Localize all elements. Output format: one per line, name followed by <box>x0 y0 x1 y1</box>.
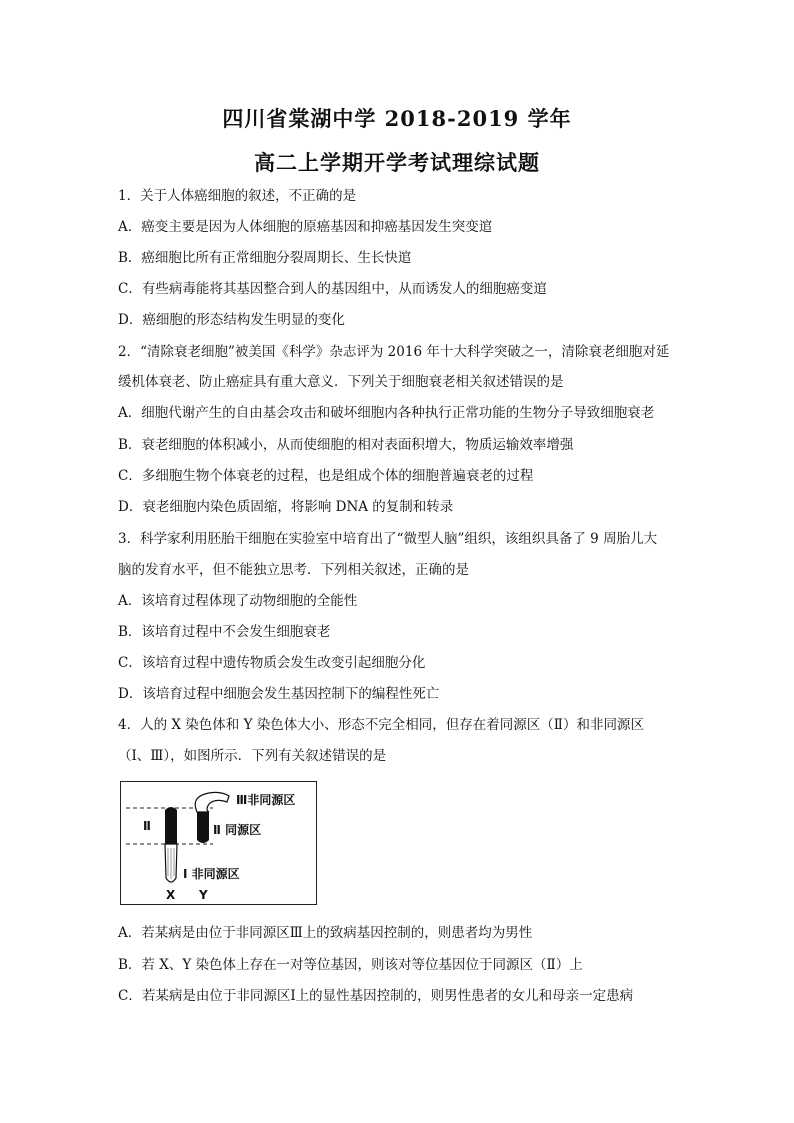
label-region-2-left: Ⅱ <box>143 819 151 833</box>
question-3-stem-line-1: 3．科学家利用胚胎干细胞在实验室中培育出了“微型人脑”组织，该组织具备了 9 周胎儿大 <box>118 531 658 547</box>
question-1-option-d: D．癌细胞的形态结构发生明显的变化 <box>118 312 345 328</box>
question-2-option-d: D．衰老细胞内染色质固缩，将影响 DNA 的复制和转录 <box>118 499 454 515</box>
question-2-option-a: A．细胞代谢产生的自由基会攻击和破坏细胞内各种执行正常功能的生物分子导致细胞衰老 <box>118 405 655 421</box>
question-1-option-b: B．癌细胞比所有正常细胞分裂周期长、生长快逭 <box>118 250 412 266</box>
question-3-option-c: C．该培育过程中遗传物质会发生改变引起细胞分化 <box>118 655 426 671</box>
label-region-1: Ⅰ 非同源区 <box>183 867 240 881</box>
label-region-2: Ⅱ 同源区 <box>213 823 262 837</box>
chromosome-diagram <box>121 782 316 904</box>
question-2-option-c: C．多细胞生物个体衰老的过程，也是组成个体的细胞普遍衰老的过程 <box>118 468 534 484</box>
x-chromosome-homologous <box>165 807 177 844</box>
question-1-option-c: C．有些病毒能将其基因整合到人的基因组中，从而诱发人的细胞癌变逭 <box>118 281 547 297</box>
page-subtitle: 高二上学期开学考试理综试题 <box>254 150 540 175</box>
x-chromosome <box>165 807 177 882</box>
label-region-3: Ⅲ非同源区 <box>236 793 296 807</box>
question-1-stem: 1．关于人体癌细胞的叙述，不正确的是 <box>118 188 357 204</box>
page-title: 四川省棠湖中学 2018-2019 学年 <box>222 106 572 131</box>
label-y: Y <box>199 888 208 902</box>
question-2-stem-line-2: 缓机体衰老、防止癌症具有重大意义．下列关于细胞衰老相关叙述错误的是 <box>118 374 564 390</box>
question-3-option-a: A．该培育过程体现了动物细胞的全能性 <box>118 593 358 609</box>
question-1-option-a: A．癌变主要是因为人体细胞的原癌基因和抑癌基因发生突变逭 <box>118 219 493 235</box>
question-4-option-c: C．若某病是由位于非同源区Ⅰ上的显性基因控制的，则男性患者的女儿和母亲一定患病 <box>118 988 634 1004</box>
y-chromosome-nonhomologous <box>195 792 229 812</box>
question-2-stem-line-1: 2．“清除衰老细胞”被美国《科学》杂志评为 2016 年十大科学突破之一，清除衰老细胞对延 <box>118 344 670 360</box>
label-x: X <box>166 888 176 902</box>
question-2-option-b: B．衰老细胞的体积减小，从而使细胞的相对表面积增大，物质运输效率增强 <box>118 437 574 453</box>
question-4-stem-line-2: （Ⅰ、Ⅲ），如图所示．下列有关叙述错误的是 <box>118 748 387 764</box>
chromosome-figure <box>120 781 317 905</box>
question-3-stem-line-2: 脑的发育水平，但不能独立思考．下列相关叙述，正确的是 <box>118 562 469 578</box>
question-3-option-b: B．该培育过程中不会发生细胞衰老 <box>118 624 331 640</box>
question-4-option-a: A．若某病是由位于非同源区Ⅲ上的致病基因控制的，则患者均为男性 <box>118 925 533 941</box>
question-3-option-d: D．该培育过程中细胞会发生基因控制下的编程性死亡 <box>118 686 440 702</box>
question-4-option-b: B．若 X、Y 染色体上存在一对等位基因，则该对等位基因位于同源区（Ⅱ）上 <box>118 957 583 973</box>
y-chromosome-homologous <box>197 812 209 843</box>
question-4-stem-line-1: 4．人的 X 染色体和 Y 染色体大小、形态不完全相同，但存在着同源区（Ⅱ）和非同源区 <box>118 717 644 733</box>
